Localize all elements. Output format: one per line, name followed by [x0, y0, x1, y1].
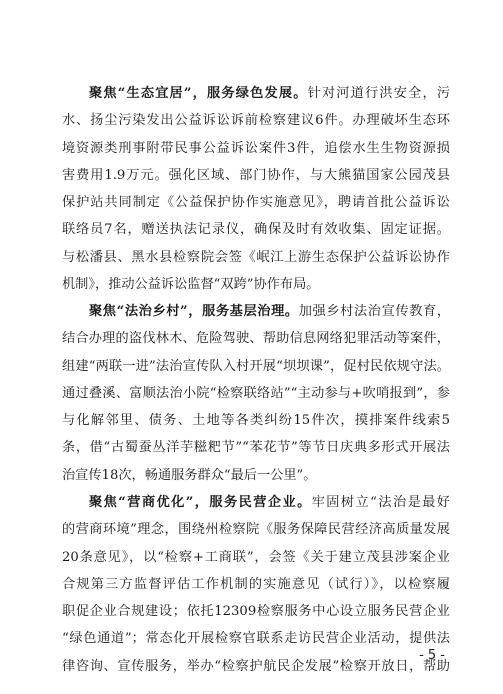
- paragraph-line: 与松潘县、黑水县检察院会签《岷江上游生态保护公益诉讼协作: [62, 249, 450, 265]
- paragraph-eco: [62, 80, 450, 298]
- paragraph-line: 通过叠溪、富顺法治小院“检察联络站”“主动参与+吹哨报到”，参: [62, 385, 450, 401]
- paragraph-line: 聚焦“法治乡村”，服务基层治理。加强乡村法治宣传教育，: [89, 304, 451, 319]
- paragraph-line: 条，借“古蜀蚕丛洋芋糍粑节”“苯花节”等节日庆典多形式开展法: [62, 440, 450, 456]
- paragraph-line: 聚焦“生态宜居”，服务绿色发展。针对河道行洪安全，污: [89, 86, 451, 101]
- paragraph-line: 与化解邻里、债务、土地等各类纠纷15件次，摸排案件线索5: [62, 413, 450, 429]
- paragraph-rule-of-law: [62, 298, 450, 489]
- paragraph-line: 机制》，推动公益诉讼监督“双跨”协作布局。: [62, 277, 320, 293]
- paragraph-lead: 聚焦“生态宜居”，服务绿色发展。: [89, 86, 308, 101]
- paragraph-line: 聚焦“营商优化”，服务民营企业。牢固树立“法治是最好: [89, 495, 450, 510]
- paragraph-line: 水、扬尘污染发出公益诉讼诉前检察建议6件。办理破坏生态环: [62, 113, 450, 129]
- paragraph-line: 组建“两联一进”法治宣传队入村开展“坝坝课”，促村民依规守法。: [62, 358, 450, 374]
- paragraph-line: “绿色通道”；常态化开展检察官联系走访民营企业活动，提供法: [62, 631, 450, 647]
- paragraph-line: 职促企业合规建设；依托12309检察服务中心设立服务民营企业: [62, 604, 450, 620]
- paragraph-lead: 聚焦“营商优化”，服务民营企业。: [89, 495, 312, 510]
- paragraph-line: 20条意见》，以“检察+工商联”，会签《关于建立茂县涉案企业: [62, 549, 450, 565]
- paragraph-lead: 聚焦“法治乡村”，服务基层治理。: [89, 304, 299, 319]
- paragraph-line: 保护站共同制定《公益保护协作实施意见》，聘请首批公益诉讼: [62, 195, 450, 211]
- paragraph-line: 害费用1.9万元。强化区域、部门协作，与大熊猫国家公园茂县: [62, 167, 450, 183]
- paragraph-line: 的营商环境”理念，围绕州检察院《服务保障民营经济高质量发展: [62, 522, 450, 538]
- paragraph-line: 治宣传18次，畅通服务群众“最后一公里”。: [62, 467, 317, 483]
- paragraph-line: 结合办理的盗伐林木、危险驾驶、帮助信息网络犯罪活动等案件，: [62, 331, 450, 347]
- page-number: - 5 -: [419, 648, 445, 663]
- paragraph-line: 律咨询、宣传服务，举办“检察护航民企发展”检察开放日，帮助: [62, 658, 450, 674]
- paragraph-business: [62, 489, 450, 680]
- paragraph-line: 境资源类刑事附带民事公益诉讼案件3件，追偿水生生物资源损: [62, 140, 450, 156]
- paragraph-line: 联络员7名，赠送执法记录仪，确保及时有效收集、固定证据。: [62, 222, 450, 238]
- paragraph-line: 合规第三方监督评估工作机制的实施意见（试行）》，以检察履: [62, 576, 450, 592]
